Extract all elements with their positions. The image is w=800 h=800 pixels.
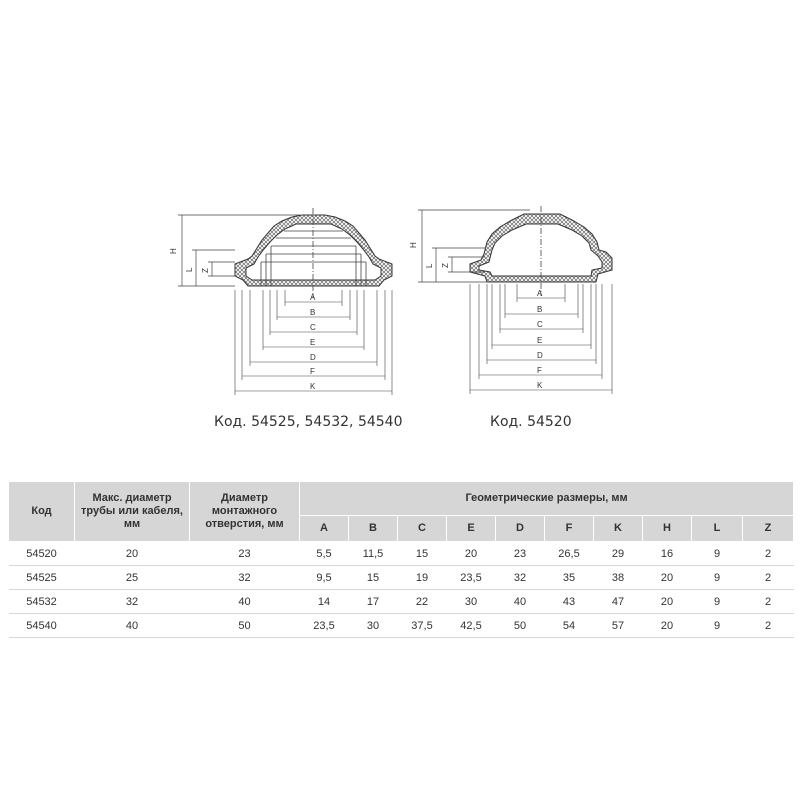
cell-max: 25 [75,566,190,590]
cell-code: 54525 [9,566,75,590]
svg-text:B: B [310,308,316,317]
cell-d: 40 [496,590,545,614]
cell-a: 14 [300,590,349,614]
cell-max: 40 [75,614,190,638]
cell-code: 54532 [9,590,75,614]
svg-text:Z: Z [201,268,210,273]
svg-text:L: L [185,267,194,272]
cell-b: 17 [349,590,398,614]
header-dim-e: E [447,516,496,542]
svg-text:L: L [425,263,434,268]
cell-a: 5,5 [300,542,349,566]
header-dim-h: H [643,516,692,542]
cell-hole: 32 [190,566,300,590]
cell-z: 2 [743,590,794,614]
cell-d: 23 [496,542,545,566]
left-horizontal-dimensions [235,290,392,395]
header-dim-d: D [496,516,545,542]
svg-text:F: F [310,367,315,376]
cell-l: 9 [692,614,743,638]
svg-text:K: K [537,381,543,390]
svg-text:E: E [310,338,316,347]
cell-b: 30 [349,614,398,638]
cell-k: 29 [594,542,643,566]
cell-z: 2 [743,614,794,638]
cell-h: 16 [643,542,692,566]
cell-max: 32 [75,590,190,614]
cell-f: 26,5 [545,542,594,566]
svg-text:A: A [537,289,543,298]
cell-z: 2 [743,566,794,590]
header-hole-diameter: Диаметр монтажного отверстия, мм [190,482,300,542]
cell-l: 9 [692,542,743,566]
svg-text:Z: Z [441,263,450,268]
cell-b: 15 [349,566,398,590]
svg-text:K: K [310,382,316,391]
svg-text:H: H [169,248,178,254]
cell-max: 20 [75,542,190,566]
cell-f: 35 [545,566,594,590]
cell-k: 38 [594,566,643,590]
cell-d: 50 [496,614,545,638]
cell-e: 30 [447,590,496,614]
svg-text:F: F [537,366,542,375]
cell-e: 20 [447,542,496,566]
cell-f: 43 [545,590,594,614]
table-row [9,614,794,638]
svg-text:C: C [537,320,543,329]
svg-text:B: B [537,305,543,314]
svg-text:H: H [409,242,418,248]
caption-stepped-grommet: Код. 54525, 54532, 54540 [214,414,403,430]
header-dim-b: B [349,516,398,542]
cell-e: 23,5 [447,566,496,590]
cell-a: 9,5 [300,566,349,590]
header-dim-k: K [594,516,643,542]
cell-h: 20 [643,566,692,590]
svg-text:E: E [537,336,543,345]
header-dim-l: L [692,516,743,542]
header-max-diameter: Макс. диаметр трубы или кабеля, мм [75,482,190,542]
table-row [9,590,794,614]
table-row [9,566,794,590]
cell-f: 54 [545,614,594,638]
cell-h: 20 [643,590,692,614]
table-row [9,542,794,566]
cell-hole: 40 [190,590,300,614]
cell-k: 47 [594,590,643,614]
header-dim-c: C [398,516,447,542]
cell-hole: 23 [190,542,300,566]
header-dim-z: Z [743,516,794,542]
cell-hole: 50 [190,614,300,638]
cell-l: 9 [692,590,743,614]
header-geometry: Геометрические размеры, мм [300,482,794,516]
cell-d: 32 [496,566,545,590]
header-dim-f: F [545,516,594,542]
drawing-stepped-grommet [235,208,392,298]
svg-text:D: D [537,351,543,360]
header-code: Код [9,482,75,542]
header-dim-a: A [300,516,349,542]
cell-a: 23,5 [300,614,349,638]
svg-text:A: A [310,293,316,302]
cell-h: 20 [643,614,692,638]
cell-k: 57 [594,614,643,638]
right-horizontal-dimensions [470,284,612,394]
drawing-domed-grommet [470,206,612,296]
cell-l: 9 [692,566,743,590]
cell-c: 19 [398,566,447,590]
cell-c: 22 [398,590,447,614]
cell-b: 11,5 [349,542,398,566]
cell-z: 2 [743,542,794,566]
specification-table [8,481,794,638]
caption-domed-grommet: Код. 54520 [490,414,572,430]
svg-text:D: D [310,353,316,362]
cell-code: 54520 [9,542,75,566]
cell-code: 54540 [9,614,75,638]
cell-c: 37,5 [398,614,447,638]
svg-text:C: C [310,323,316,332]
cell-c: 15 [398,542,447,566]
cell-e: 42,5 [447,614,496,638]
